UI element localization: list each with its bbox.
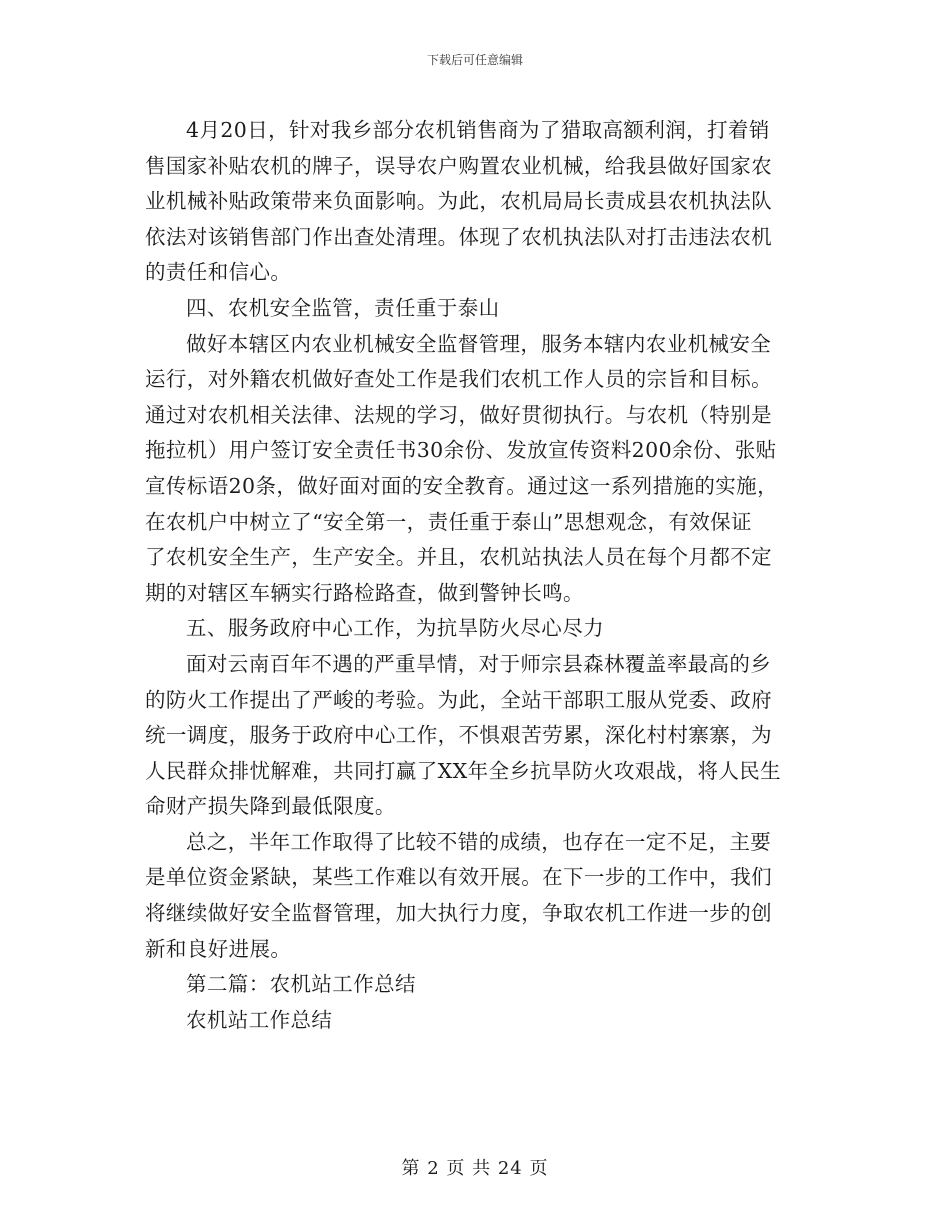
text-line: 了农机安全生产，生产安全。并且，农机站执法人员在每个月都不定 [145, 545, 772, 570]
paragraph [145, 327, 805, 612]
page-number-footer: 第 2 页 共 24 页 [401, 1158, 549, 1179]
text-line: 农机站工作总结 [186, 1007, 333, 1032]
text-line: 宣传标语20条，做好面对面的安全教育。通过这一系列措施的实施， [145, 473, 778, 498]
text-line: 的责任和信心。 [145, 260, 292, 285]
text-line: 运行，对外籍农机做好查处工作是我们农机工作人员的宗旨和目标。 [145, 367, 772, 392]
text-line: 是单位资金紧缺，某些工作难以有效开展。在下一步的工作中，我们 [145, 865, 772, 890]
text-line: 售国家补贴农机的牌子，误导农户购置农业机械，给我县做好国家农 [145, 153, 772, 178]
text-line: 的防火工作提出了严峻的考验。为此，全站干部职工服从党委、政府 [145, 687, 772, 712]
text-line: 第二篇：农机站工作总结 [186, 972, 416, 997]
text-line: 新和良好进展。 [145, 936, 292, 961]
text-line: 通过对农机相关法律、法规的学习，做好贯彻执行。与农机（特别是 [145, 402, 772, 427]
text-line: 面对云南百年不遇的严重旱情，对于师宗县森林覆盖率最高的乡 [186, 651, 772, 676]
text-line: 拖拉机）用户签订安全责任书30余份、发放宣传资料200余份、张贴 [145, 438, 777, 463]
text-line: 人民群众排忧解难，共同打赢了XX年全乡抗旱防火攻艰战，将人民生 [145, 758, 782, 783]
text-line: 总之，半年工作取得了比较不错的成绩，也存在一定不足，主要 [186, 829, 772, 854]
text-line: 依法对该销售部门作出查处清理。体现了农机执法队对打击违法农机 [145, 224, 772, 249]
text-line: 统一调度，服务于政府中心工作，不惧艰苦劳累，深化村村寨寨，为 [145, 723, 772, 748]
text-line: 业机械补贴政策带来负面影响。为此，农机局局长责成县农机执法队 [145, 189, 772, 214]
page-header: 下载后可任意编辑 [426, 53, 523, 67]
chapter-title [145, 967, 805, 1003]
paragraph [145, 113, 805, 291]
document-body [145, 113, 805, 1038]
text-line: 在农机户中树立了“安全第一，责任重于泰山”思想观念，有效保证 [145, 509, 752, 534]
paragraph [145, 825, 805, 967]
text-line: 做好本辖区内农业机械安全监督管理，服务本辖内农业机械安全 [186, 331, 772, 356]
section-heading [145, 611, 805, 647]
chapter-subtitle [145, 1003, 805, 1039]
text-line: 命财产损失降到最低限度。 [145, 794, 396, 819]
text-line: 期的对辖区车辆实行路检路查，做到警钟长鸣。 [145, 580, 584, 605]
paragraph [145, 647, 805, 825]
text-line: 将继续做好安全监督管理，加大执行力度，争取农机工作进一步的创 [145, 901, 772, 926]
text-line: 四、农机安全监管，责任重于泰山 [186, 295, 500, 320]
section-heading [145, 291, 805, 327]
text-line: 4月20日，针对我乡部分农机销售商为了猎取高额利润，打着销 [186, 118, 770, 142]
text-line: 五、服务政府中心工作，为抗旱防火尽心尽力 [186, 616, 604, 641]
